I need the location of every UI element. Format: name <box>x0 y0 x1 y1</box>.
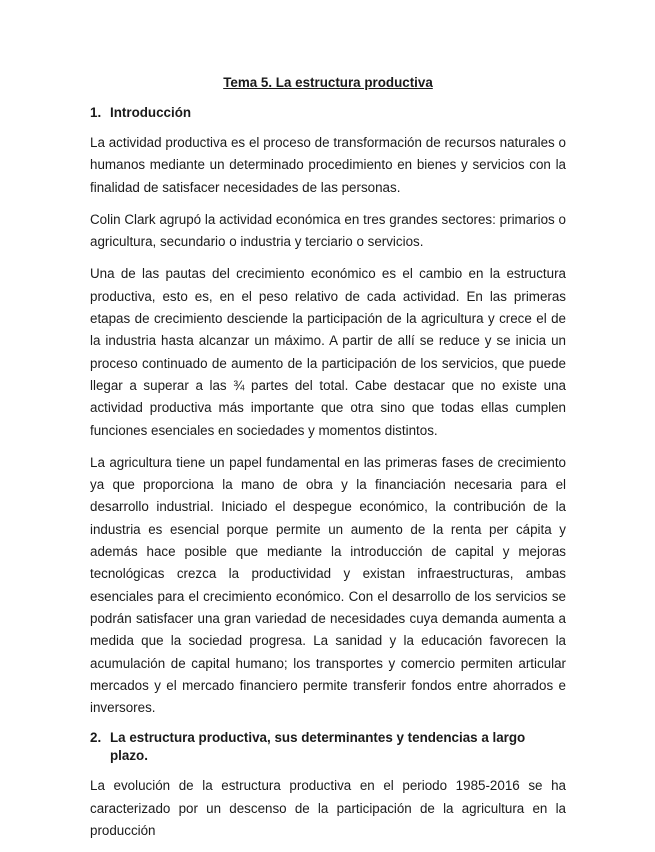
paragraph: Colin Clark agrupó la actividad económica en tres grandes sectores: primarios o agricultura, secundario o industria y terciario o servicios. <box>90 211 566 250</box>
section-number: 1. <box>90 105 102 120</box>
paragraph: La agricultura tiene un papel fundamental en las primeras fases de crecimiento ya que proporciona la mano de obra y la financiación necesaria para el desarrollo industrial. Iniciado el despegue económico, la contribución de la industria es esencial porque permite un aumento de la renta per cápita y además hace posible que mediante la introducción de capital y mejoras tecnológicas crezca la productividad y existan infraestructuras, ambas esenciales para el crecimiento económico. Con el desarrollo de los servicios se podrán satisfacer una gran variedad de necesidades cuya demanda aumenta a medida que la sociedad progresa. La sanidad y la educación favorecen la acumulación de capital humano; los transportes y comercio permiten articular mercados y el mercado financiero permite transferir fondos entre ahorrados e inversores. <box>90 454 566 716</box>
document-title-text: Tema 5. La estructura productiva <box>223 75 433 90</box>
document-page <box>90 74 566 852</box>
section-heading-text: La estructura productiva, sus determinantes y tendencias a largo plazo. <box>110 730 526 764</box>
section-number: 2. <box>90 730 102 746</box>
section-heading-2 <box>90 729 566 765</box>
document-title <box>90 74 566 92</box>
paragraph: Una de las pautas del crecimiento económico es el cambio en la estructura productiva, esto es, en el peso relativo de cada actividad. En las primeras etapas de crecimiento desciende la participación de la agricultura y crece el de la industria hasta alcanzar un máximo. A partir de allí se reduce y se inicia un proceso continuado de aumento de la participación de los servicios, que puede llegar a superar a las ¾ partes del total. Cabe destacar que no existe una actividad productiva más importante que otra sino que todas ellas cumplen funciones esenciales en sociedades y momentos distintos. <box>90 266 566 438</box>
paragraph: La actividad productiva es el proceso de transformación de recursos naturales o humanos mediante un determinado procedimiento en bienes y servicios con la finalidad de satisfacer necesidades de las personas. <box>90 135 566 195</box>
section-heading-text: Introducción <box>110 105 192 120</box>
paragraph: La evolución de la estructura productiva en el periodo 1985-2016 se ha caracterizado por un descenso de la participación de la agricultura en la producción <box>90 778 566 839</box>
section-heading-1 <box>90 104 566 122</box>
